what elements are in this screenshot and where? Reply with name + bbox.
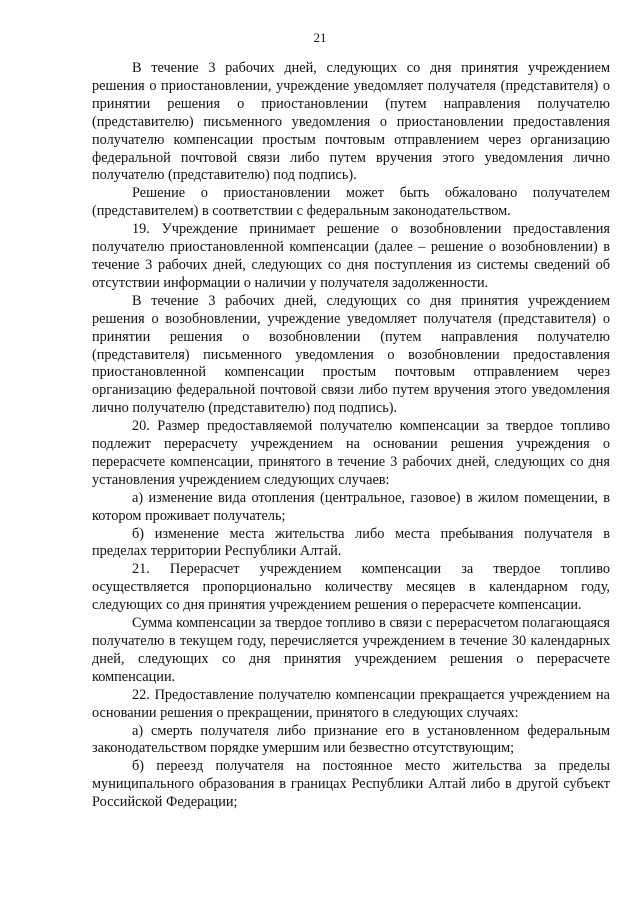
paragraph-item-22-a: а) смерть получателя либо признание его в установленном федеральным законодательством порядке умершим или безвестно отсутствующим; <box>92 722 610 757</box>
paragraph-recalculation-sum: Сумма компенсации за твердое топливо в связи с перерасчетом полагающаяся получателю в текущем году, перечисляется учреждением в течение 30 календарных дней, следующих со дня принятия учреждением решения о перерасчете компенсации. <box>92 615 610 685</box>
paragraph-item-20-a: а) изменение вида отопления (центральное, газовое) в жилом помещении, в котором проживает получатель; <box>92 489 610 524</box>
paragraph-appeal-suspension: Решение о приостановлении может быть обжаловано получателем (представителем) в соответствии с федеральным законодательством. <box>92 185 610 220</box>
document-body <box>92 60 610 812</box>
paragraph-item-20: 20. Размер предоставляемой получателю компенсации за твердое топливо подлежит перерасчету учреждением на основании решения учреждения о перерасчете компенсации, принятого в течение 3 рабочих дней, следующих со дня установления учреждением следующих случаев: <box>92 418 610 488</box>
paragraph-notification-suspension: В течение 3 рабочих дней, следующих со дня принятия учреждением решения о приостановлении, учреждение уведомляет получателя (представителя) о принятии решения о приостановлении (путем направления получателю (представителю) письменного уведомления о приостановлении предоставления получателю компенсации простым почтовым отправлением через организацию федеральной почтовой связи либо путем вручения этого уведомления лично получателю (представителю) под подпись). <box>92 60 610 184</box>
paragraph-item-21: 21. Перерасчет учреждением компенсации за твердое топливо осуществляется пропорционально количеству месяцев в календарном году, следующих со дня принятия учреждением решения о перерасчете компенсации. <box>92 561 610 614</box>
paragraph-item-20-b: б) изменение места жительства либо места пребывания получателя в пределах территории Республики Алтай. <box>92 525 610 560</box>
page-number: 21 <box>313 30 327 45</box>
paragraph-item-22-b: б) переезд получателя на постоянное место жительства за пределы муниципального образования в границах Республики Алтай либо в другой субъект Российской Федерации; <box>92 758 610 811</box>
paragraph-notification-resumption: В течение 3 рабочих дней, следующих со дня принятия учреждением решения о возобновлении, учреждение уведомляет получателя (представителя) о принятии решения о возобновлении (путем направления получателю (представителя) письменного уведомления о возобновлении предоставления приостановленной компенсации простым почтовым отправлением через организацию федеральной почтовой связи либо путем вручения этого уведомления лично получателю (представителю) под подпись). <box>92 292 610 417</box>
paragraph-item-22: 22. Предоставление получателю компенсации прекращается учреждением на основании решения о прекращении, принятого в следующих случаях: <box>92 686 610 721</box>
paragraph-item-19: 19. Учреждение принимает решение о возобновлении предоставления получателю приостановленной компенсации (далее – решение о возобновлении) в течение 3 рабочих дней, следующих со дня поступления из системы сведений об отсутствии информации о наличии у получателя задолженности. <box>92 221 610 291</box>
